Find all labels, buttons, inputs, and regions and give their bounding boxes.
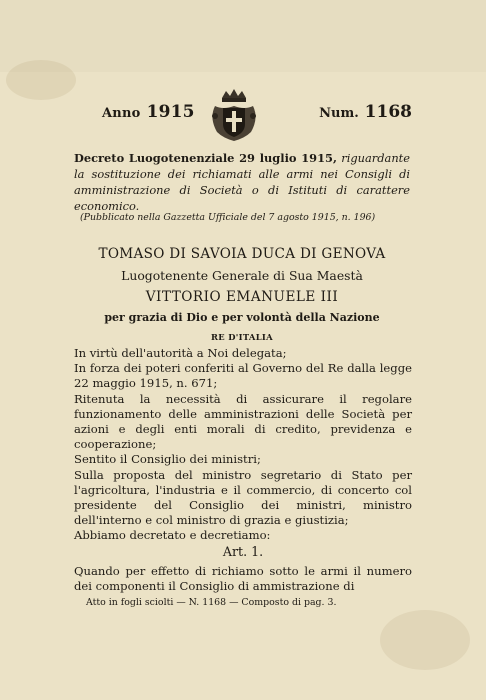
year-label: Anno xyxy=(102,106,141,121)
number-value: 1168 xyxy=(364,102,412,122)
decree-body xyxy=(74,346,412,544)
publication-note: (Pubblicato nella Gazzetta Ufficiale del 7 agosto 1915, n. 196) xyxy=(80,212,376,223)
body-paragraph: In virtù dell'autorità a Noi delegata; xyxy=(74,346,287,360)
document-header xyxy=(74,86,412,146)
body-paragraph: Sulla proposta del ministro segretario di Stato per l'agricoltura, l'industria e il commercio, di concerto col presidente del Consiglio dei ministri, ministro dell'interno e col ministro di grazia e giustizia; xyxy=(74,467,412,528)
year-block xyxy=(102,102,195,122)
body-paragraph: Sentito il Consiglio dei ministri; xyxy=(74,452,261,467)
realm-title: RE D'ITALIA xyxy=(211,332,273,342)
number-block xyxy=(319,102,412,122)
page-top-margin xyxy=(0,0,486,72)
prince-role: Luogotenente Generale di Sua Maestà xyxy=(121,268,363,283)
decree-title xyxy=(74,150,410,214)
body-paragraph: Ritenuta la necessità di assicurare il regolare funzionamento delle amministrazioni delle Società per azioni e degli enti morali di credito, previdenza e cooperazione; xyxy=(74,391,412,452)
body-paragraph: In forza dei poteri conferiti al Governo del Re dalla legge 22 maggio 1915, n. 671; xyxy=(74,361,412,391)
decree-title-italic: riguardante la sostituzione dei richiamati alle armi nei Consigli di amministrazione di Società o di Istituti di carattere economico. xyxy=(74,151,410,213)
decree-title-bold: Decreto Luogotenenziale 29 luglio 1915, xyxy=(74,151,337,165)
number-label: Num. xyxy=(319,106,359,121)
document-footer: Atto in fogli sciolti — N. 1168 — Composto di pag. 3. xyxy=(86,597,337,608)
article-text: Quando per effetto di richiamo sotto le armi il numero dei componenti il Consiglio di ammistrazione di xyxy=(74,564,412,594)
year-value: 1915 xyxy=(146,102,195,122)
article-heading: Art. 1. xyxy=(222,544,264,559)
royal-crest-icon xyxy=(205,86,263,144)
paper-stain xyxy=(380,610,470,670)
prince-name: TOMASO DI SAVOIA DUCA DI GENOVA xyxy=(98,246,386,262)
king-name: VITTORIO EMANUELE III xyxy=(145,289,339,305)
grace-formula: per grazia di Dio e per volontà della Nazione xyxy=(104,311,380,324)
body-paragraph: Abbiamo decretato e decretiamo: xyxy=(74,528,271,543)
